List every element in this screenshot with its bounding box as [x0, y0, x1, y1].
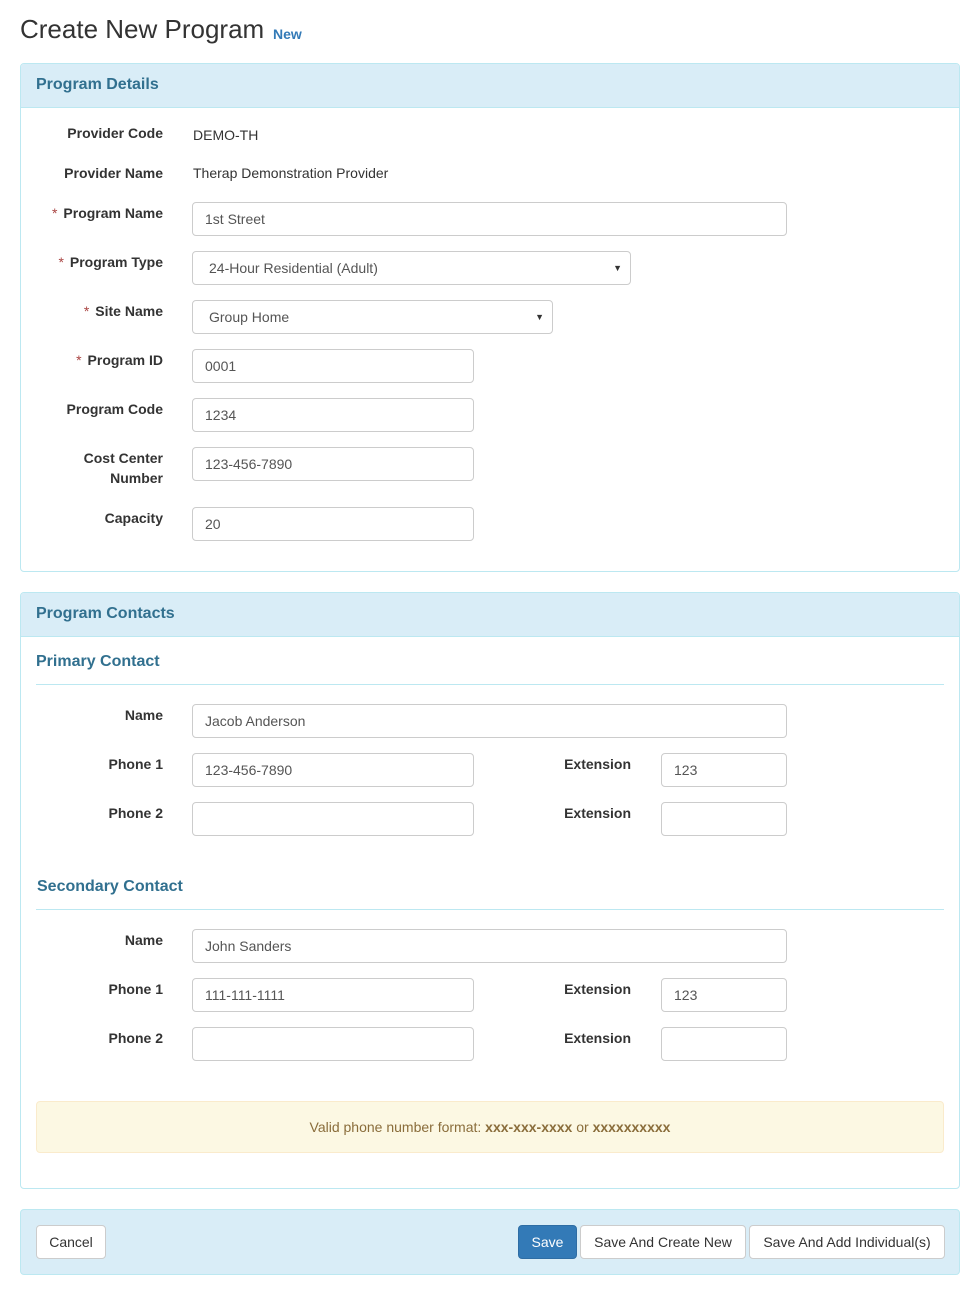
save-and-create-new-button[interactable]: Save And Create New [580, 1225, 746, 1259]
primary-contact-title: Primary Contact [36, 653, 160, 670]
program-id-input[interactable] [192, 349, 474, 383]
provider-code-label: Provider Code [67, 125, 163, 141]
program-details-panel [20, 63, 960, 572]
program-name-input[interactable] [192, 202, 787, 236]
cost-center-label-line1: Cost Center [83, 450, 163, 466]
site-name-select[interactable] [192, 300, 553, 334]
primary-name-label: Name [124, 707, 163, 723]
secondary-contact-divider [36, 909, 944, 910]
program-id-label-text: Program ID [87, 352, 163, 368]
phone-format-dashed: xxx-xxx-xxxx [485, 1119, 573, 1135]
required-asterisk: * [58, 254, 64, 270]
primary-phone1-input[interactable] [192, 753, 474, 787]
primary-contact-divider [36, 684, 944, 685]
required-asterisk: * [51, 205, 58, 221]
provider-code-value: DEMO-TH [193, 127, 259, 143]
save-and-add-individuals-button[interactable]: Save And Add Individual(s) [749, 1225, 945, 1259]
cost-center-label-line2: Number [110, 470, 163, 486]
phone-format-or: or [572, 1119, 593, 1135]
phone-format-plain: xxxxxxxxxx [592, 1119, 671, 1135]
save-button[interactable]: Save [518, 1225, 577, 1259]
program-name-label [21, 203, 163, 223]
primary-phone2-label: Phone 2 [108, 805, 163, 821]
program-type-select[interactable] [192, 251, 631, 285]
primary-phone1-label: Phone 1 [108, 756, 163, 772]
primary-ext1-label: Extension [564, 756, 631, 772]
page-title: Create New Program [20, 14, 265, 44]
phone-format-alert [36, 1101, 944, 1153]
required-asterisk: * [76, 352, 82, 368]
program-id-label [21, 350, 163, 370]
provider-name-label: Provider Name [64, 165, 163, 181]
secondary-ext1-input[interactable] [661, 978, 787, 1012]
primary-ext2-label: Extension [564, 805, 631, 821]
primary-ext1-input[interactable] [661, 753, 787, 787]
secondary-ext2-label: Extension [564, 1030, 631, 1046]
secondary-phone1-input[interactable] [192, 978, 474, 1012]
secondary-contact-title: Secondary Contact [37, 878, 183, 895]
site-name-label [21, 301, 163, 321]
program-type-label-text: Program Type [69, 254, 163, 270]
phone-format-prefix: Valid phone number format: [309, 1119, 486, 1135]
site-name-label-text: Site Name [95, 303, 163, 319]
program-contacts-header [21, 593, 959, 637]
form-actions-bar [20, 1209, 960, 1275]
program-code-label: Program Code [66, 401, 163, 417]
secondary-phone2-label: Phone 2 [108, 1030, 163, 1046]
dropdown-caret-icon: ▼ [535, 312, 544, 322]
secondary-phone1-label: Phone 1 [108, 981, 163, 997]
cancel-button[interactable]: Cancel [36, 1225, 106, 1259]
provider-name-value: Therap Demonstration Provider [193, 165, 389, 181]
primary-name-input[interactable] [192, 704, 787, 738]
primary-phone2-input[interactable] [192, 802, 474, 836]
secondary-phone2-input[interactable] [192, 1027, 474, 1061]
program-contacts-heading: Program Contacts [36, 605, 175, 622]
secondary-name-input[interactable] [192, 929, 787, 963]
cost-center-input[interactable] [192, 447, 474, 481]
capacity-input[interactable] [192, 507, 474, 541]
secondary-ext2-input[interactable] [661, 1027, 787, 1061]
cost-center-label [21, 448, 163, 488]
program-type-label [21, 252, 163, 272]
program-contacts-panel [20, 592, 960, 1189]
secondary-ext1-label: Extension [564, 981, 631, 997]
new-badge: New [273, 26, 302, 42]
required-asterisk: * [83, 303, 90, 319]
primary-ext2-input[interactable] [661, 802, 787, 836]
program-details-heading: Program Details [36, 76, 159, 93]
capacity-label: Capacity [104, 510, 163, 526]
program-name-label-text: Program Name [63, 205, 163, 221]
program-code-input[interactable] [192, 398, 474, 432]
site-name-selected: Group Home [209, 309, 290, 325]
program-type-selected: 24-Hour Residential (Adult) [209, 260, 378, 276]
secondary-name-label: Name [124, 932, 163, 948]
dropdown-caret-icon: ▼ [613, 263, 622, 273]
program-details-header [21, 64, 959, 108]
